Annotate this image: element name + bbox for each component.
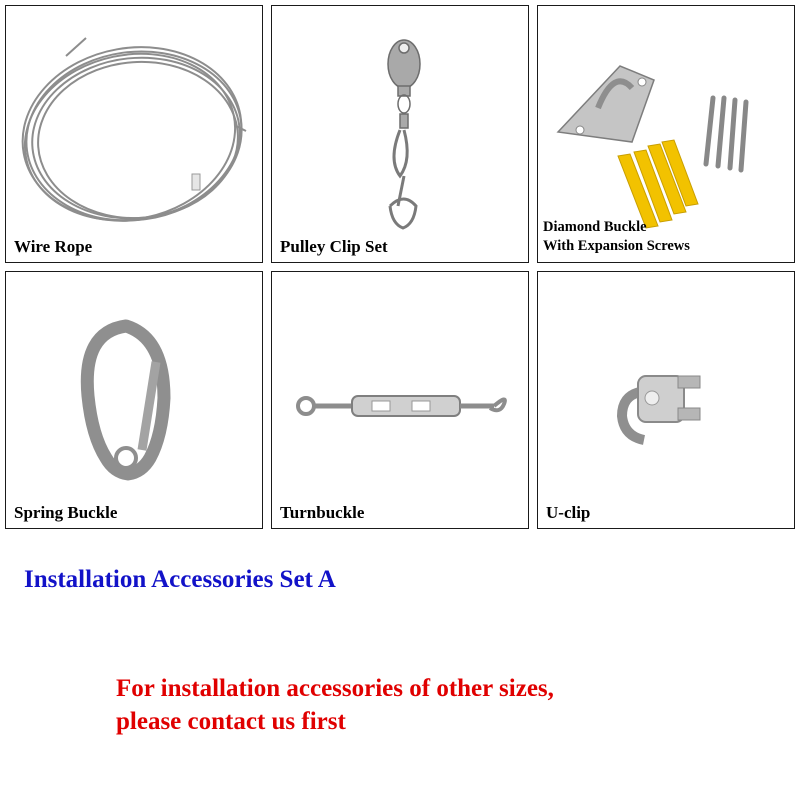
contact-note-line-2: please contact us first bbox=[116, 708, 346, 735]
set-heading: Installation Accessories Set A bbox=[24, 566, 336, 593]
spring-buckle-image bbox=[6, 272, 263, 529]
contact-note bbox=[116, 672, 554, 738]
product-tile-u-clip bbox=[537, 271, 795, 529]
turnbuckle-image bbox=[272, 272, 529, 529]
product-tile-pulley-clip-set bbox=[271, 5, 529, 263]
u-clip-image bbox=[538, 272, 795, 529]
product-label-u-clip: U-clip bbox=[546, 503, 591, 522]
wire-rope-image bbox=[6, 6, 263, 263]
product-label-turnbuckle: Turnbuckle bbox=[280, 503, 365, 522]
product-label-wire-rope: Wire Rope bbox=[14, 237, 93, 256]
pulley-clip-image bbox=[272, 6, 529, 263]
product-label-spring-buckle: Spring Buckle bbox=[14, 503, 118, 522]
product-label-line-2: With Expansion Screws bbox=[543, 238, 690, 254]
product-tile-turnbuckle bbox=[271, 271, 529, 529]
product-label-pulley-clip-set: Pulley Clip Set bbox=[280, 237, 388, 256]
product-tile-wire-rope bbox=[5, 5, 263, 263]
contact-note-line-1: For installation accessories of other sizes, bbox=[116, 675, 554, 702]
product-label-line-1: Diamond Buckle bbox=[543, 219, 647, 235]
product-tile-diamond-buckle bbox=[537, 5, 795, 263]
product-label-diamond-buckle bbox=[543, 218, 690, 256]
product-tile-spring-buckle bbox=[5, 271, 263, 529]
